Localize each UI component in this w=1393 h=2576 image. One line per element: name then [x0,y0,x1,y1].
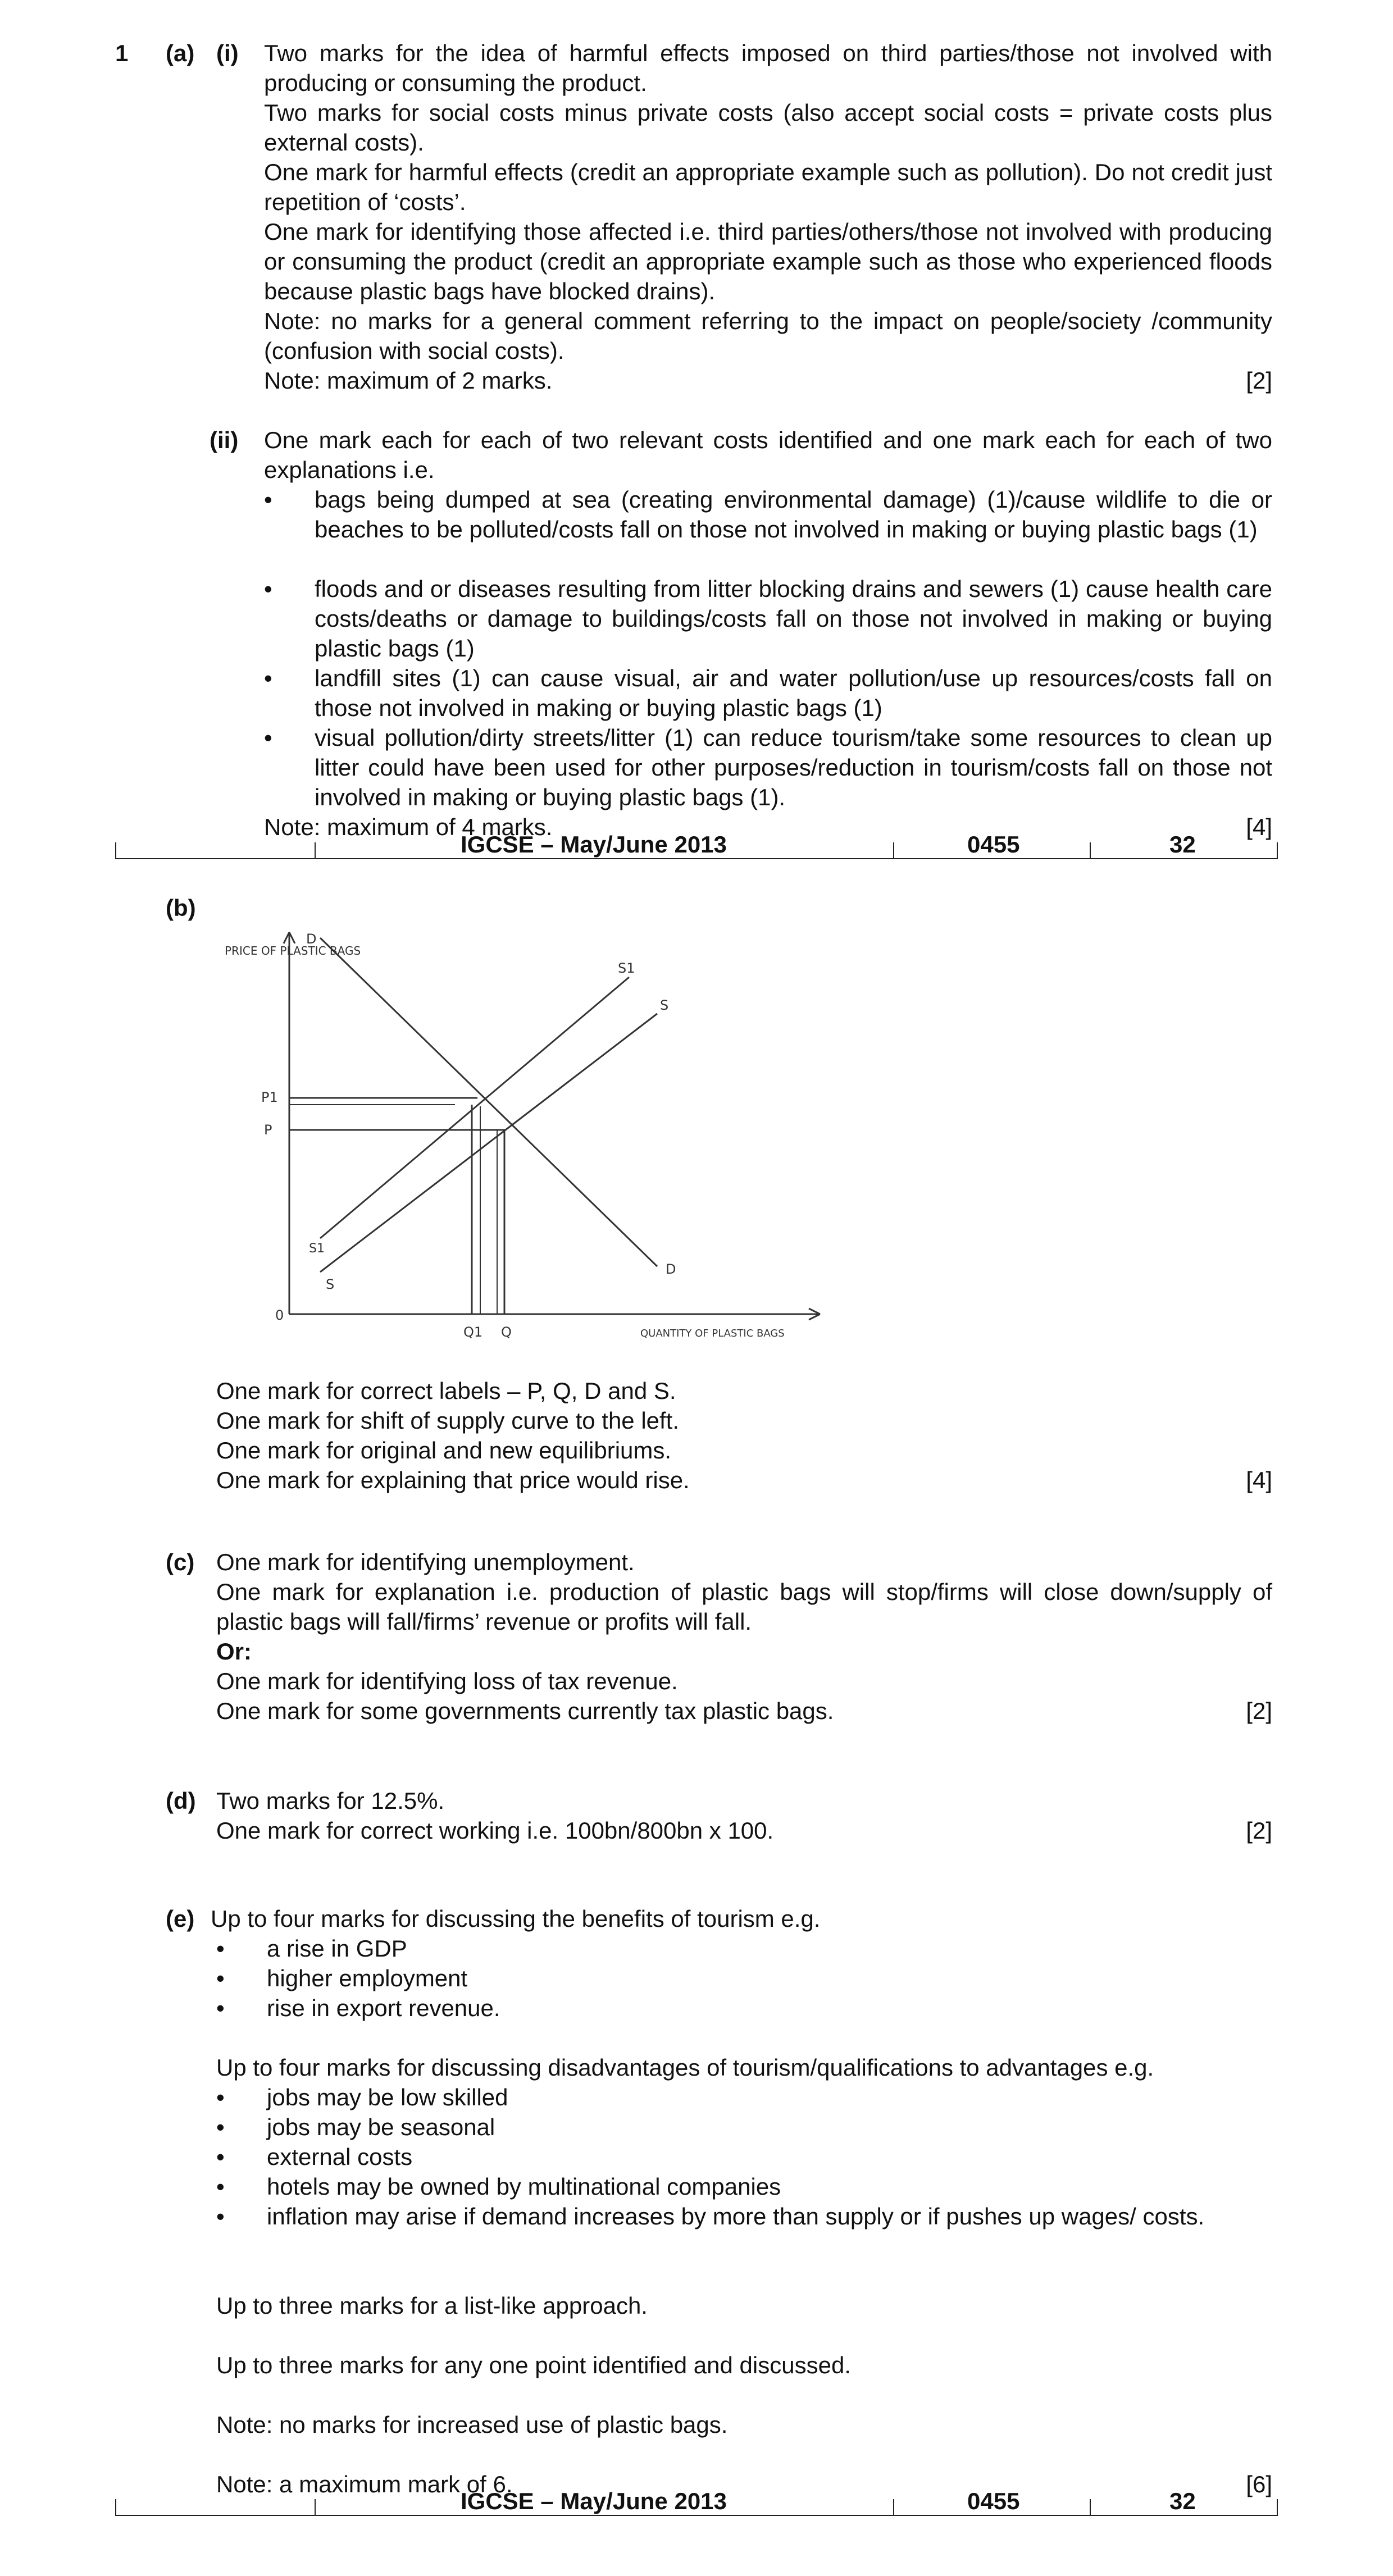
part-e-note-1: Note: no marks for increased use of plastic bags. [216,2411,728,2438]
q1-label: Q1 [463,1324,483,1340]
bullet-icon: • [216,2144,225,2170]
footer-divider [1090,2499,1091,2516]
bullet-text: higher employment [267,1965,468,1991]
bullet-text: external costs [267,2144,413,2170]
footer-divider [1277,842,1278,859]
footer-syllabus: 0455 [967,831,1020,858]
part-e-intro: Up to four marks for discussing the benefits of tourism e.g. [211,1905,821,1932]
bullet-icon: • [216,2084,225,2110]
disadvantage-item [216,2172,1272,2201]
bullet-text: visual pollution/dirty streets/litter (1) can reduce tourism/take some resources to clean up litter could have been used for other purposes/reduction in tourism/costs fall on those not involved in making or buying plastic bags (1). [315,724,1272,810]
benefit-item [216,1934,1272,1963]
page-footer [115,831,1278,859]
footer-divider [315,842,316,859]
bullet-text: bags being dumped at sea (creating environmental damage) (1)/cause wildlife to die or beaches to be polluted/costs fall on those not involved in making or buying plastic bags (1) [315,486,1272,542]
supply-curve-s1 [320,977,629,1238]
part-e-one-point: Up to three marks for any one point identified and discussed. [216,2352,851,2378]
disadvantage-item [216,2201,1272,2231]
p1-label: P1 [261,1089,278,1105]
bullet-icon: • [216,2114,225,2140]
bullet-icon: • [264,665,272,691]
q-label: Q [501,1324,512,1340]
footer-divider [315,2499,316,2516]
part-a-ii-bullet-2 [264,574,1272,663]
part-b-line-2: One mark for shift of supply curve to the left. [216,1407,680,1434]
part-c-label: (c) [166,1549,195,1575]
origin-label: 0 [275,1307,284,1323]
part-e-disadvantages-intro: Up to four marks for discussing disadvantages of tourism/qualifications to advantages e.g. [216,2054,1154,2081]
disadvantage-item [216,2082,1272,2112]
part-b-label: (b) [166,895,196,921]
bullet-text: floods and or diseases resulting from litter blocking drains and sewers (1) cause health care costs/deaths or damage to buildings/costs fall on those not involved in making or buying plastic bags (1) [315,576,1272,662]
footer-divider [1277,2499,1278,2516]
part-a-label: (a) [166,40,195,66]
part-d-mark: [2] [1246,1817,1272,1844]
supply-s-top-label: S [660,997,669,1013]
bullet-icon: • [216,1935,225,1962]
bullet-icon: • [216,2203,225,2230]
part-e-note-2: Note: a maximum mark of 6. [216,2471,513,2497]
part-a-ii-mark: [4] [1246,814,1272,840]
part-a-i-line-2: Two marks for social costs minus private costs (also accept social costs = private costs plus external costs). [264,99,1272,156]
part-a-ii-note: Note: maximum of 4 marks. [264,814,553,840]
disadvantage-item [216,2142,1272,2172]
part-d-line-1: Two marks for 12.5%. [216,1788,445,1814]
supply-s1-bottom-label: S1 [309,1242,325,1256]
bullet-text: a rise in GDP [267,1935,407,1962]
part-c-line-4: One mark for some governments currently tax plastic bags. [216,1698,834,1724]
part-a-i-label: (i) [216,40,239,66]
part-d-label: (d) [166,1788,196,1814]
bullet-text: hotels may be owned by multinational companies [267,2173,781,2200]
bullet-icon: • [264,576,272,602]
bullet-icon: • [216,1965,225,1991]
bullet-text: jobs may be low skilled [267,2084,508,2110]
bullet-icon: • [216,2173,225,2200]
benefit-item [216,1993,1272,2023]
demand-curve [320,938,657,1266]
part-c-line-1: One mark for identifying unemployment. [216,1549,635,1575]
bullet-text: inflation may arise if demand increases by more than supply or if pushes up wages/ costs. [267,2203,1205,2230]
footer-divider [1090,842,1091,859]
part-b-line-3: One mark for original and new equilibriums. [216,1437,672,1463]
part-a-i-line-3: One mark for harmful effects (credit an appropriate example such as pollution). Do not credit just repetition of ‘costs’. [264,159,1272,215]
disadvantage-item [216,2112,1272,2142]
demand-top-label: D [306,931,317,947]
demand-bottom-label: D [666,1261,676,1277]
part-c-line-2: One mark for explanation i.e. production of plastic bags will stop/firms will close down/supply of plastic bags will fall/firms’ revenue or profits will fall. [216,1579,1272,1635]
part-a-ii-label: (ii) [210,427,239,453]
bullet-icon: • [264,486,272,513]
part-c-mark: [2] [1246,1698,1272,1724]
part-c-line-3: One mark for identifying loss of tax revenue. [216,1668,678,1694]
part-a-i-line-4: One mark for identifying those affected i.e. third parties/others/those not involved with producing or consuming the product (credit an appropriate example such as those who experienced floods because plastic bags have blocked drains). [264,218,1272,304]
part-a-ii-bullet-3 [264,663,1272,723]
supply-s-bottom-label: S [326,1276,335,1292]
benefit-item [216,1963,1272,1993]
bullet-icon: • [216,1995,225,2021]
footer-divider [893,2499,894,2516]
part-a-i-line-1: Two marks for the idea of harmful effects imposed on third parties/those not involved with producing or consuming the product. [264,40,1272,96]
part-e-label: (e) [166,1905,195,1932]
bullet-text: landfill sites (1) can cause visual, air and water pollution/use up resources/costs fall on those not involved in making or buying plastic bags (1) [315,665,1272,721]
question-number: 1 [115,40,129,66]
footer-exam: IGCSE – May/June 2013 [461,2488,727,2514]
supply-demand-sketch [208,921,848,1370]
supply-curve-s [320,1014,657,1272]
part-c-or: Or: [216,1638,252,1665]
footer-rule [115,2515,1278,2516]
bullet-text: rise in export revenue. [267,1995,500,2021]
part-b-line-4: One mark for explaining that price would rise. [216,1467,690,1493]
footer-exam: IGCSE – May/June 2013 [461,831,727,858]
footer-divider [115,2499,116,2516]
bullet-icon: • [264,724,272,751]
part-a-i-mark: [2] [1246,367,1272,394]
footer-paper: 32 [1169,831,1196,858]
y-axis-label: PRICE OF PLASTIC BAGS [225,944,361,958]
part-a-ii-bullet-1 [264,485,1272,544]
footer-syllabus: 0455 [967,2488,1020,2514]
footer-divider [115,842,116,859]
part-a-ii-intro: One mark each for each of two relevant costs identified and one mark each for each of two explanations i.e. [264,427,1272,483]
part-e-list-like: Up to three marks for a list-like approach. [216,2292,648,2319]
part-a-i-line-6: Note: maximum of 2 marks. [264,367,553,394]
p-label: P [264,1122,272,1138]
footer-rule [115,858,1278,859]
part-a-ii-bullet-4 [264,723,1272,812]
part-b-mark: [4] [1246,1467,1272,1493]
part-d-line-2: One mark for correct working i.e. 100bn/800bn x 100. [216,1817,774,1844]
bullet-text: jobs may be seasonal [267,2114,495,2140]
part-b-line-1: One mark for correct labels – P, Q, D and S. [216,1378,676,1404]
footer-paper: 32 [1169,2488,1196,2514]
supply-s1-top-label: S1 [618,960,635,976]
part-e-mark: [6] [1246,2471,1272,2497]
part-a-i-line-5: Note: no marks for a general comment referring to the impact on people/society /community (confusion with social costs). [264,308,1272,364]
page-footer [115,2488,1278,2516]
footer-divider [893,842,894,859]
x-axis-label: QUANTITY OF PLASTIC BAGS [640,1328,785,1339]
